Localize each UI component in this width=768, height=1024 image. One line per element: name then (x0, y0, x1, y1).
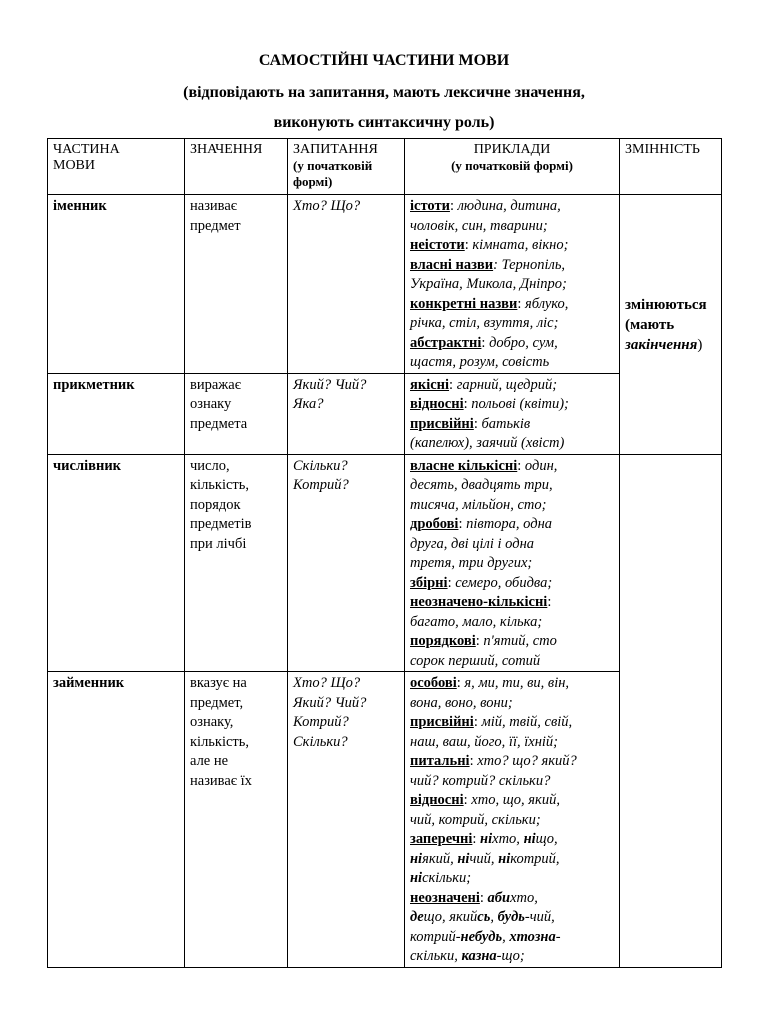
table-row (48, 195, 722, 374)
header-meaning: ЗНАЧЕННЯ (185, 139, 288, 195)
question-cell: Хто? Що? (288, 195, 405, 374)
question-cell: Скільки? Котрий? (288, 454, 405, 672)
meaning-cell: число, кількість, порядок предметів при лічбі (185, 454, 288, 672)
meaning-cell: виражає ознаку предмета (185, 373, 288, 454)
table-row (48, 454, 722, 672)
examples-cell: істоти: людина, дитина, чоловік, син, тварини; неістоти: кімната, вікно; власні назви: Тернопіль, Україна, Микола, Дніпро; конкретні назви: яблуко, річка, стіл, взуття, ліс; абстрактні: добро, сум, щастя, розум, совість (405, 195, 620, 374)
header-examples: ПРИКЛАДИ (у початковій формі) (405, 139, 620, 195)
variability-empty-cell (620, 454, 722, 967)
header-variability: ЗМІННІСТЬ (620, 139, 722, 195)
part-name: іменник (48, 195, 185, 374)
examples-cell: якісні: гарний, щедрий; відносні: польові (квіти); присвійні: батьків (капелюх), заячий (хвіст) (405, 373, 620, 454)
examples-cell: власне кількісні: один, десять, двадцять три, тисяча, мільйон, сто; дробові: півтора, одна друга, дві цілі і одна третя, три других; збірні: семеро, обидва; неозначено-кількісні: багато, мало, кілька; порядкові: п'ятий, сто сорок перший, сотий (405, 454, 620, 672)
meaning-cell: вказує на предмет, ознаку, кількість, але не називає їх (185, 672, 288, 968)
meaning-cell: називає предмет (185, 195, 288, 374)
part-name: прикметник (48, 373, 185, 454)
table-header-row (48, 139, 722, 195)
examples-cell: особові: я, ми, ти, ви, він, вона, воно, вони; присвійні: мій, твій, свій, наш, ваш, його, її, їхній; питальні: хто? що? який? чий? котрий? скільки? відносні: хто, що, який, чий, котрий, скільки; заперечні: ніхто, ніщо, ніякий, нічий, нікотрий, ніскільки; неозначені: абихто, дещо, якийсь, будь-чий, котрий-небудь, хтозна- скільки, казна-що; (405, 672, 620, 968)
header-question: ЗАПИТАННЯ (у початковій формі) (288, 139, 405, 195)
parts-of-speech-table (47, 138, 722, 968)
question-cell: Хто? Що? Який? Чий? Котрий? Скільки? (288, 672, 405, 968)
page-subtitle-line2: виконують синтаксичну роль) (273, 114, 495, 131)
header-part: ЧАСТИНА МОВИ (48, 139, 185, 195)
part-name: числівник (48, 454, 185, 672)
part-name: займенник (48, 672, 185, 968)
question-cell: Який? Чий? Яка? (288, 373, 405, 454)
page-title: САМОСТІЙНІ ЧАСТИНИ МОВИ (258, 52, 510, 69)
variability-cell: змінюються (мають закінчення) (620, 195, 722, 455)
page-subtitle-line1: (відповідають на запитання, мають лексичне значення, (183, 84, 585, 101)
